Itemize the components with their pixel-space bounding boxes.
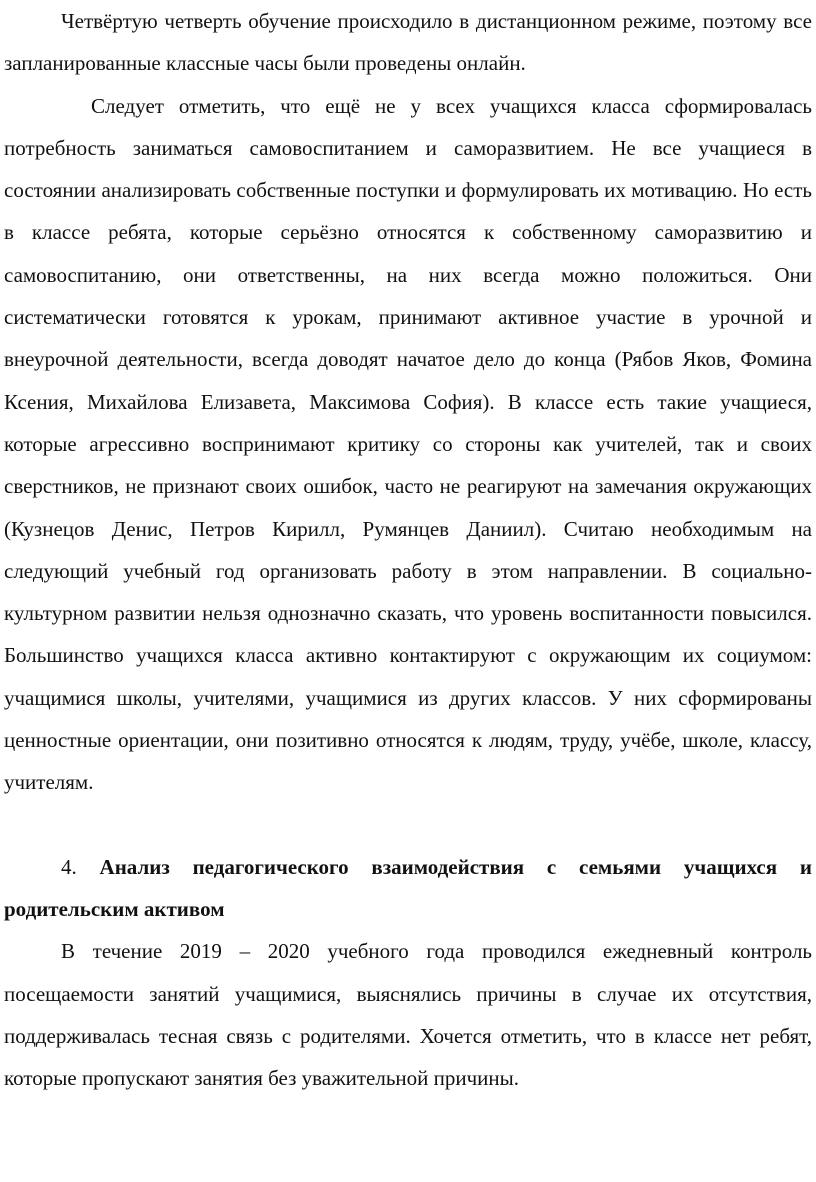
section-number: 4. [61, 854, 77, 879]
document-page [4, 0, 812, 1099]
section-spacer [4, 804, 812, 846]
section-heading [4, 846, 812, 931]
paragraph-distance-learning: Четвёртую четверть обучение происходило в дистанционном режиме, поэтому все запланированные классные часы были проведены онлайн. [4, 9, 812, 76]
paragraph-family-interaction: В течение 2019 – 2020 учебного года проводился ежедневный контроль посещаемости занятий учащимися, выяснялись причины в случае их отсутствия, поддерживалась тесная связь с родителями. Хочется отметить, что в классе нет ребят, которые пропускают занятия без уважительной причины. [4, 939, 812, 1091]
section-title: Анализ педагогического взаимодействия с семьями учащихся и родительским активом [4, 854, 812, 921]
paragraph-self-development: Следует отметить, что ещё не у всех учащихся класса сформировалась потребность заниматься самовоспитанием и саморазвитием. Не все учащиеся в состоянии анализировать собственные поступки и формулировать их мотивацию. Но есть в классе ребята, которые серьёзно относятся к собственному саморазвитию и самовоспитанию, они ответственны, на них всегда можно положиться. Они систематически готовятся к урокам, принимают активное участие в урочной и внеурочной деятельности, всегда доводят начатое дело до конца (Рябов Яков, Фомина Ксения, Михайлова Елизавета, Максимова София). В классе есть такие учащиеся, которые агрессивно воспринимают критику со стороны как учителей, так и своих сверстников, не признают своих ошибок, часто не реагируют на замечания окружающих (Кузнецов Денис, Петров Кирилл, Румянцев Даниил). Считаю необходимым на следующий учебный год организовать работу в этом направлении. В социально- культурном развитии нельзя однозначно сказать, что уровень воспитанности повысился. Большинство учащихся класса активно контактируют с окружающим их социумом: учащимися школы, учителями, учащимися из других классов. У них сформированы ценностные ориентации, они позитивно относятся к людям, труду, учёбе, школе, классу, учителям. [4, 93, 812, 795]
